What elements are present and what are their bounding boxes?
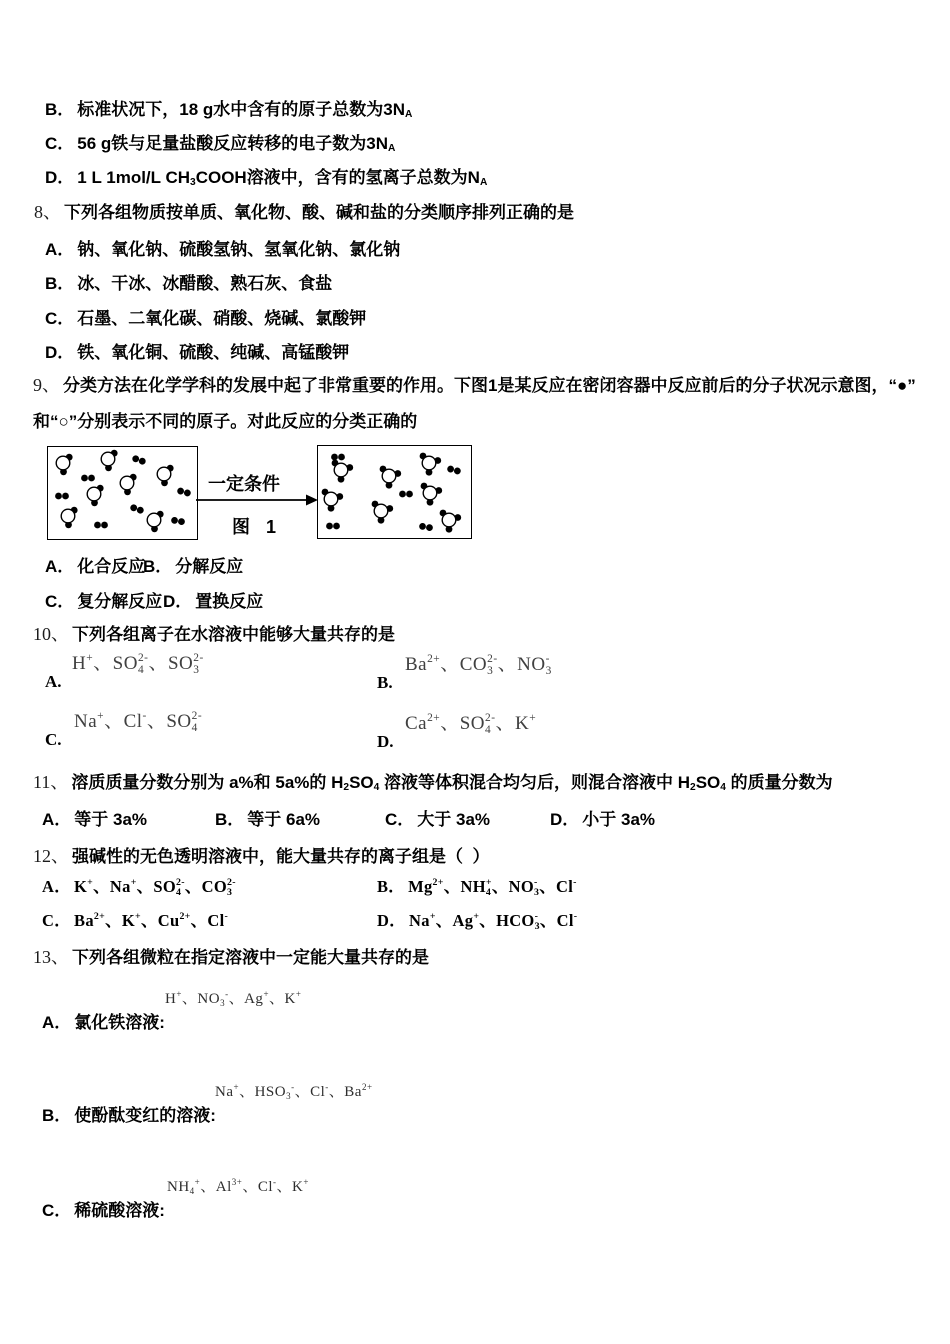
option-text: 铁、氧化铜、硫酸、纯碱、高锰酸钾	[77, 343, 350, 362]
option-text: Ba 2+ 、K + 、Cu 2+ 、Cl -	[74, 911, 229, 930]
question-number: 13、	[33, 947, 69, 967]
question13-option-b-formula: Na + 、HSO 3 - 、Cl - 、Ba 2+	[215, 1082, 373, 1102]
question10-stem	[33, 623, 395, 646]
question9-stem-line2	[33, 411, 417, 432]
question12-stem	[33, 845, 489, 868]
question11-option-c	[385, 809, 490, 830]
question13-option-a-formula: H + 、NO 3 - 、Ag + 、K +	[165, 989, 302, 1009]
question-number: 8、	[34, 202, 61, 222]
option-text: 分解反应	[175, 557, 244, 576]
question13-option-b	[42, 1105, 216, 1126]
question8-option-b	[45, 273, 332, 294]
option-text: 小于 3a%	[582, 810, 656, 829]
question10-option-d-formula: Ca 2+ 、SO 2- 4 、K +	[405, 711, 537, 736]
question13-option-a	[42, 1012, 165, 1033]
option-text: 石墨、二氧化碳、硝酸、烧碱、氯酸钾	[77, 309, 367, 328]
question11-option-a	[42, 809, 147, 830]
option-label: B．	[143, 557, 173, 576]
question12-option-a	[42, 877, 236, 899]
question9-option-d	[163, 591, 263, 612]
option-text: 钠、氧化钠、硫酸氢钠、氢氧化钠、氯化钠	[77, 240, 401, 259]
option-text: Na + 、Ag + 、HCO - 3 、Cl -	[409, 910, 578, 933]
option-label: B．	[45, 100, 75, 119]
question8-stem	[34, 201, 574, 224]
question-number: 9、	[33, 375, 60, 395]
option-label: D．	[45, 343, 75, 362]
reaction-arrow-icon	[196, 493, 318, 507]
question-number: 10、	[33, 624, 69, 644]
question8-option-c	[45, 308, 366, 329]
option-label: B．	[215, 810, 245, 829]
stem-text: 下列各组物质按单质、氧化物、酸、碱和盐的分类顺序排列正确的是	[64, 203, 574, 222]
question12-option-b	[377, 877, 577, 899]
question13-stem	[33, 946, 429, 969]
product-box	[317, 445, 472, 539]
question-number: 11、	[33, 772, 69, 792]
question10-option-c-formula: Na + 、Cl - 、SO 2- 4	[74, 709, 203, 734]
option-label: B．	[45, 274, 75, 293]
option-text: 等于 3a%	[74, 810, 148, 829]
question9-option-c	[45, 591, 162, 612]
option-label: C．	[42, 911, 72, 930]
stem-text: 溶质质量分数分别为 a%和 5a%的 H 2 SO 4 溶液等体积混合均匀后，则混合溶液中 H 2 SO 4 的质量分数为	[71, 773, 833, 794]
question11-stem	[33, 771, 833, 794]
option-label: A．	[42, 810, 72, 829]
product-molecules	[318, 446, 471, 538]
option-label: D．	[550, 810, 580, 829]
question11-option-b	[215, 809, 320, 830]
option-text: 置换反应	[195, 592, 264, 611]
option-text: Mg 2+ 、NH + 4 、NO - 3 、Cl -	[408, 876, 577, 899]
option-label: C．	[45, 592, 75, 611]
option-text: 1 L 1mol/L CH 3 COOH溶液中，含有的氢离子总数为N A	[77, 168, 488, 189]
question10-option-a-label: A.	[45, 672, 62, 691]
figure-caption: 图 1	[232, 517, 279, 537]
stem-text: 分类方法在化学学科的发展中起了非常重要的作用。下图1是某反应在密闭容器中反应前后的分子状况示意图，“●”	[63, 376, 916, 395]
option-label: C．	[45, 134, 75, 153]
question12-option-d	[377, 911, 577, 933]
question9-stem-line1	[33, 374, 916, 397]
question8-option-d	[45, 342, 349, 363]
option-text: 等于 6a%	[247, 810, 321, 829]
option-label: A．	[42, 877, 72, 896]
option-text: 标准状况下，18 g水中含有的原子总数为3N A	[77, 100, 413, 121]
question10-option-b-formula: Ba 2+ 、CO 2- 3 、NO - 3	[405, 652, 552, 677]
question10-option-a-formula: H + 、SO 2- 4 、SO 2- 3	[72, 651, 204, 676]
option-text: 冰、干冰、冰醋酸、熟石灰、食盐	[77, 274, 333, 293]
option-label: C．	[45, 309, 75, 328]
option-label: C．	[42, 1201, 72, 1220]
question11-option-d	[550, 809, 655, 830]
option-label: D．	[163, 592, 193, 611]
option-label: A．	[45, 557, 75, 576]
question13-option-c-formula: NH 4 + 、Al 3+ 、Cl - 、K +	[167, 1177, 309, 1197]
stem-text: 下列各组微粒在指定溶液中一定能大量共存的是	[72, 948, 429, 967]
stem-text: 下列各组离子在水溶液中能够大量共存的是	[72, 625, 395, 644]
option-text: 氯化铁溶液:	[74, 1013, 165, 1032]
option-label: B．	[377, 877, 406, 896]
stem-text: 强碱性的无色透明溶液中，能大量共存的离子组是（ ）	[72, 847, 490, 866]
reactant-molecules	[48, 447, 197, 539]
question9-option-a	[45, 556, 145, 577]
option-text: 化合反应	[77, 557, 146, 576]
option-text: 复分解反应	[77, 592, 163, 611]
option-label: A．	[42, 1013, 72, 1032]
question12-option-c	[42, 911, 228, 932]
stem-text: 和“○”分别表示不同的原子。对此反应的分类正确的	[33, 412, 418, 431]
option-text: 使酚酞变红的溶液:	[74, 1106, 216, 1125]
question8-option-a	[45, 239, 400, 260]
option-text: 稀硫酸溶液:	[74, 1201, 165, 1220]
reactant-box	[47, 446, 198, 540]
question9-option-b	[143, 556, 243, 577]
option-label: D．	[377, 911, 407, 930]
question7-option-b	[45, 99, 412, 121]
question7-option-c	[45, 133, 395, 155]
question10-option-d-label: D.	[377, 732, 394, 751]
question10-option-c-label: C.	[45, 730, 62, 749]
question7-option-d	[45, 167, 487, 189]
condition-label: 一定条件	[208, 474, 280, 494]
option-text: 56 g铁与足量盐酸反应转移的电子数为3N A	[77, 134, 396, 155]
option-label: D．	[45, 168, 75, 187]
option-label: A．	[45, 240, 75, 259]
question13-option-c	[42, 1200, 165, 1221]
option-text: K + 、Na + 、SO 2- 4 、CO 2- 3	[74, 876, 236, 899]
option-text: 大于 3a%	[417, 810, 491, 829]
question10-option-b-label: B.	[377, 673, 393, 692]
question-number: 12、	[33, 846, 69, 866]
option-label: C．	[385, 810, 415, 829]
option-label: B．	[42, 1106, 72, 1125]
